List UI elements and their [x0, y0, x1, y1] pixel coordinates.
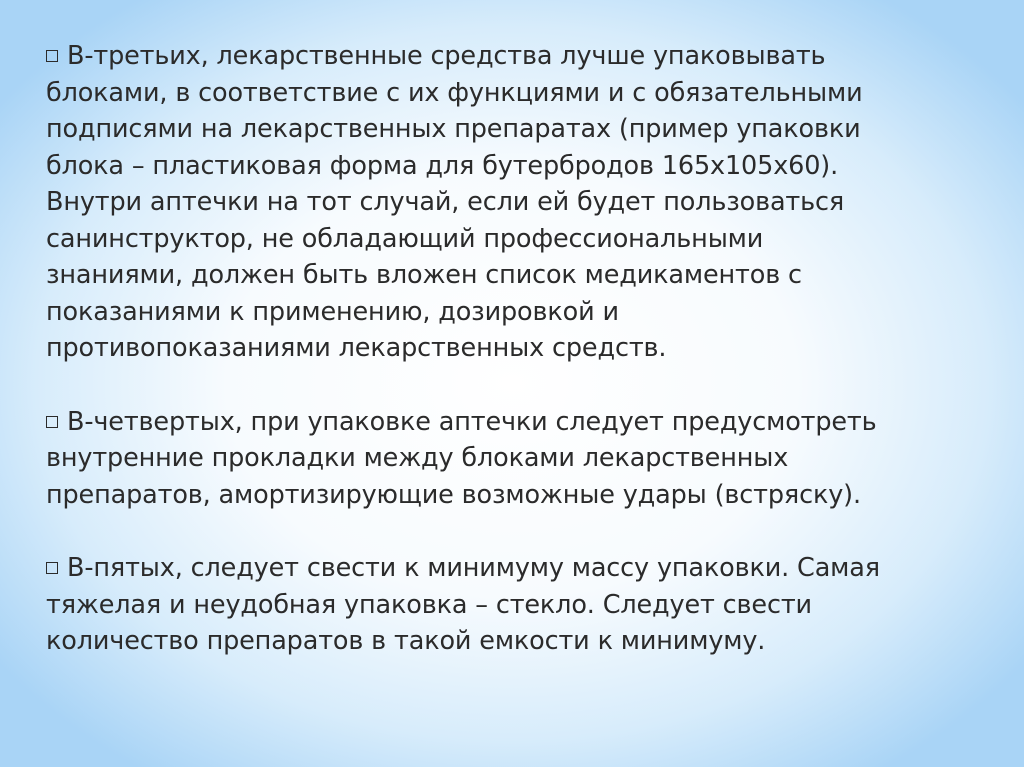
slide-content [46, 38, 976, 697]
paragraph-line: внутренние прокладки между блоками лекарственных [46, 443, 789, 473]
paragraph-line [46, 404, 976, 441]
paragraph-line: противопоказаниями лекарственных средств. [46, 333, 667, 363]
paragraph-line-text: В-пятых, следует свести к минимуму массу упаковки. Самая [67, 553, 880, 583]
paragraph-line: знаниями, должен быть вложен список медикаментов с [46, 260, 802, 290]
square-bullet-icon [46, 416, 58, 428]
paragraph-line: препаратов, амортизирующие возможные удары (встряску). [46, 479, 861, 510]
paragraph-line-text: В-третьих, лекарственные средства лучше упаковывать [67, 41, 826, 71]
paragraph-line-text: В-четвертых, при упаковке аптечки следует предусмотреть [67, 406, 877, 437]
paragraph-line: Внутри аптечки на тот случай, если ей будет пользоваться [46, 187, 845, 217]
paragraph-line: тяжелая и неудобная упаковка – стекло. Следует свести [46, 589, 812, 620]
paragraph-line: блоками, в соответствие с их функциями и с обязательными [46, 77, 863, 108]
paragraph-line [46, 550, 976, 587]
paragraph-line: показаниями к применению, дозировкой и [46, 296, 619, 327]
paragraph-third [46, 38, 976, 367]
square-bullet-icon [46, 562, 58, 574]
paragraph-line [46, 38, 976, 75]
paragraph-line: блока – пластиковая форма для бутербродов 165х105х60). [46, 150, 839, 181]
paragraph-fourth [46, 404, 976, 514]
paragraph-line: количество препаратов в такой емкости к минимуму. [46, 626, 766, 656]
paragraph-line: санинструктор, не обладающий профессиональными [46, 223, 764, 254]
paragraph-line: подписями на лекарственных препаратах (пример упаковки [46, 114, 861, 144]
paragraph-fifth [46, 550, 976, 660]
square-bullet-icon [46, 50, 58, 62]
